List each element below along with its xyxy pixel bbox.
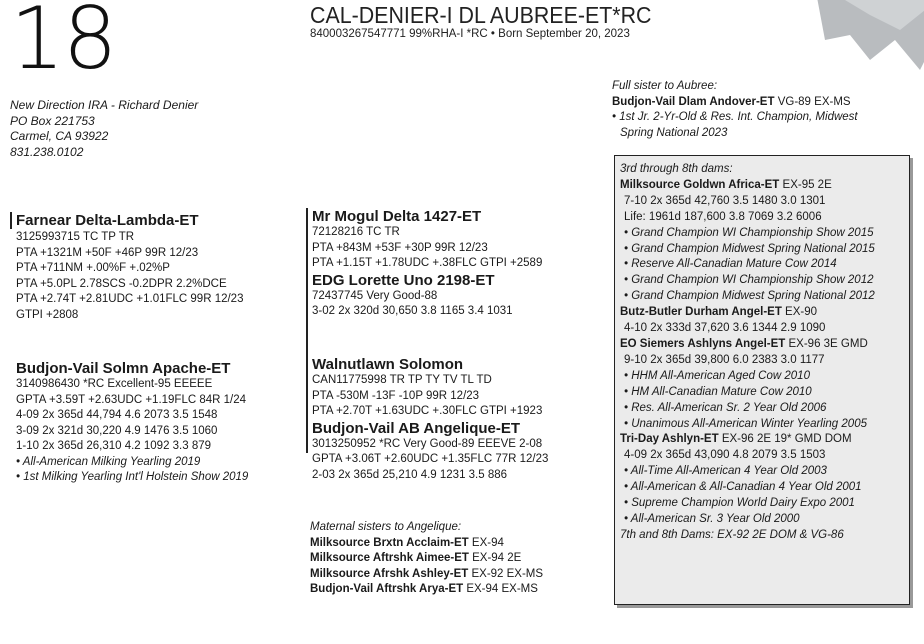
full-sister-name: Budjon-Vail Dlam Andover-ET: [612, 95, 775, 108]
sire-block: [10, 212, 199, 229]
maternal-heading: Maternal sisters to Angelique:: [310, 521, 462, 533]
list-item: Milksource Afrshk Ashley-ET EX-92 EX-MS: [310, 567, 544, 580]
sire-line: GTPI +2808: [16, 308, 79, 321]
dams-heading: 3rd through 8th dams:: [620, 163, 733, 175]
list-item: Budjon-Vail Aftrshk Arya-ET EX-94 EX-MS: [310, 583, 538, 595]
dam3-lifetime: Life: 1961d 187,600 3.8 7069 3.2 6006: [624, 210, 822, 223]
dam4-score: EX-90: [781, 306, 818, 319]
dam-sire-line: PTA +2.70T +1.63UDC +.30FLC GTPI +1923: [312, 405, 543, 417]
dam-line: 3140986430 *RC Excellent-95 EEEEE: [16, 378, 213, 390]
list-item: Milksource Brxtn Acclaim-ET EX-94: [310, 536, 504, 549]
dam3-record: 7-10 2x 365d 42,760 3.5 1480 3.0 1301: [624, 194, 826, 207]
dam6-award: • All-American Sr. 3 Year Old 2000: [624, 512, 800, 525]
dam3-award: • Reserve All-Canadian Mature Cow 2014: [624, 258, 837, 271]
sire-sire-line: PTA +1.15T +1.78UDC +.38FLC GTPI +2589: [312, 257, 543, 269]
sire-dam-name: EDG Lorette Uno 2198-ET: [312, 271, 495, 289]
full-sister-award: • 1st Jr. 2-Yr-Old & Res. Int. Champion, Midwest: [612, 111, 858, 123]
dam-name: Budjon-Vail Solmn Apache-ET: [16, 360, 231, 377]
full-sister-score: VG-89 EX-MS: [774, 95, 851, 108]
dam-line: 3-09 2x 321d 30,220 4.9 1476 3.5 1060: [16, 424, 218, 437]
dam5-award: • HHM All-American Aged Cow 2010: [624, 369, 810, 382]
consignor-city: Carmel, CA 93922: [10, 129, 109, 143]
dams-footer: 7th and 8th Dams: EX-92 2E DOM & VG-86: [620, 528, 844, 541]
dam-sire-name: Walnutlawn Solomon: [312, 356, 464, 373]
ribbon-rosette-icon: [790, 0, 924, 80]
dams-box: [614, 155, 910, 605]
dam-dam-name: Budjon-Vail AB Angelique-ET: [312, 419, 521, 437]
sire-line: 3125993715 TC TP TR: [16, 231, 135, 243]
full-sister-award-cont: Spring National 2023: [620, 126, 728, 139]
sire-sire-line: PTA +843M +53F +30P 99R 12/23: [312, 241, 488, 254]
dam-line: 1-10 2x 365d 26,310 4.2 1092 3.3 879: [16, 440, 212, 452]
dam3-score: EX-95 2E: [779, 178, 832, 191]
sire-line: PTA +711NM +.00%F +.02%P: [16, 262, 170, 274]
dam6-award: • Supreme Champion World Dairy Expo 2001: [624, 497, 855, 510]
consignor-info: [10, 98, 198, 160]
dam3-award: • Grand Champion Midwest Spring National 2012: [624, 290, 875, 303]
dam-award: • All-American Milking Yearling 2019: [16, 455, 201, 468]
dam6-score: EX-96 2E 19* GMD DOM: [718, 433, 852, 446]
dam5-award: • Res. All-American Sr. 2 Year Old 2006: [624, 401, 827, 414]
dam3-name: Milksource Goldwn Africa-ET: [620, 178, 780, 191]
full-sister: [612, 79, 858, 141]
dam3-award: • Grand Champion WI Championship Show 2012: [624, 274, 874, 287]
sire-line: PTA +5.0PL 2.78SCS -0.2DPR 2.2%DCE: [16, 277, 227, 290]
sire-details: [16, 230, 243, 323]
sire-sire-name: Mr Mogul Delta 1427-ET: [312, 208, 482, 225]
dam6-record: 4-09 2x 365d 43,090 4.8 2079 3.5 1503: [624, 449, 826, 462]
dam5-award: • Unanimous All-American Winter Yearling 2005: [624, 417, 867, 430]
dam-sire-line: CAN11775998 TR TP TY TV TL TD: [312, 374, 492, 386]
consignor-address: PO Box 221753: [10, 113, 95, 128]
animal-name: CAL-DENIER-I DL AUBREE-ET*RC: [310, 2, 652, 28]
dam-dam-line: 2-03 2x 365d 25,210 4.9 1231 3.5 886: [312, 468, 508, 481]
dam4-record: 4-10 2x 333d 37,620 3.6 1344 2.9 1090: [624, 322, 826, 335]
sire-line: PTA +1321M +50F +46P 99R 12/23: [16, 246, 199, 259]
dam3-award: • Grand Champion WI Championship Show 2015: [624, 226, 874, 239]
dam-sire-block: [312, 356, 548, 483]
dam-line: GPTA +3.59T +2.63UDC +1.19FLC 84R 1/24: [16, 393, 247, 406]
full-sister-heading: Full sister to Aubree:: [612, 80, 718, 92]
animal-details: 840003267547771 99%RHA-I *RC • Born September 20, 2023: [310, 28, 630, 40]
sire-sire-line: 72128216 TC TR: [312, 226, 400, 238]
dam-sire-line: PTA -530M -13F -10P 99R 12/23: [312, 389, 480, 402]
dam5-award: • HM All-Canadian Mature Cow 2010: [624, 385, 812, 398]
dam6-name: Tri-Day Ashlyn-ET: [620, 433, 719, 446]
dam5-score: EX-96 3E GMD: [785, 337, 868, 350]
sire-sire-block: [312, 208, 542, 320]
dam5-name: EO Siemers Ashlyns Angel-ET: [620, 337, 786, 350]
sire-dam-line: 3-02 2x 320d 30,650 3.8 1165 3.4 1031: [312, 305, 513, 317]
lot-number: 18: [10, 0, 116, 89]
list-item: Milksource Aftrshk Aimee-ET EX-94 2E: [310, 552, 522, 564]
sire-dam-line: 72437745 Very Good-88: [312, 289, 438, 302]
dam6-award: • All-American & All-Canadian 4 Year Old 2001: [624, 481, 862, 494]
dam5-record: 9-10 2x 365d 39,800 6.0 2383 3.0 1177: [624, 353, 825, 366]
sire-name: Farnear Delta-Lambda-ET: [16, 212, 199, 229]
dam6-award: • All-Time All-American 4 Year Old 2003: [624, 465, 827, 478]
dam4-name: Butz-Butler Durham Angel-ET: [620, 306, 782, 319]
dam-block: [16, 360, 248, 486]
maternal-sisters: [310, 520, 543, 598]
dam-pedigree-bracket: [306, 356, 308, 444]
dam-dam-line: GPTA +3.06T +2.60UDC +1.35FLC 77R 12/23: [312, 453, 549, 465]
dam-line: 4-09 2x 365d 44,794 4.6 2073 3.5 1548: [16, 409, 218, 421]
dam-award: • 1st Milking Yearling Int'l Holstein Show 2019: [16, 471, 249, 483]
consignor-phone: 831.238.0102: [10, 144, 84, 159]
consignor-name: New Direction IRA - Richard Denier: [10, 98, 199, 112]
sire-line: PTA +2.74T +2.81UDC +1.01FLC 99R 12/23: [16, 293, 244, 305]
dam3-award: • Grand Champion Midwest Spring National 2015: [624, 242, 875, 255]
dam-dam-line: 3013250952 *RC Very Good-89 EEEVE 2-08: [312, 437, 543, 450]
